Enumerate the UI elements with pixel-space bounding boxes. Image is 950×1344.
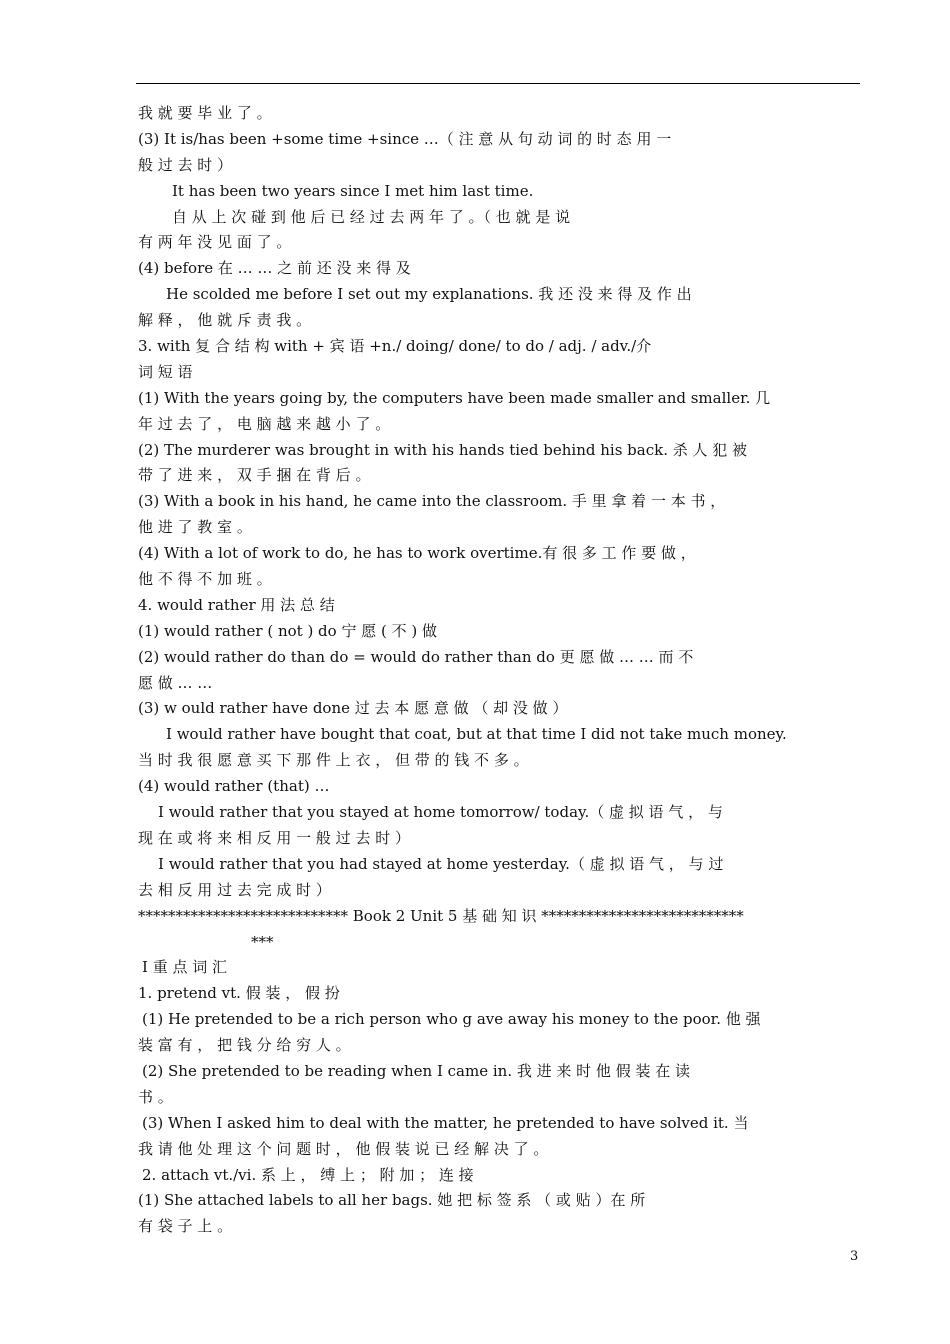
text-line: 去 相 反 用 过 去 完 成 时 ） [138, 880, 331, 899]
text-line: (1) With the years going by, the computers have been made smaller and smaller. 几 [138, 388, 771, 407]
section-heading: I 重 点 词 汇 [142, 958, 227, 977]
text-line: 词 短 语 [138, 362, 193, 381]
text-line: 书 。 [138, 1087, 173, 1106]
text-line: 当 时 我 很 愿 意 买 下 那 件 上 衣 ， 但 带 的 钱 不 多 。 [138, 751, 529, 770]
example-sentence: It has been two years since I met him last time. [172, 181, 534, 200]
text-line: (3) w ould rather have done 过 去 本 愿 意 做 （ 却 没 做 ） [138, 699, 568, 718]
vocab-heading: 2. attach vt./vi. 系 上 ， 缚 上 ； 附 加 ； 连 接 [142, 1165, 474, 1184]
example-sentence: I would rather that you stayed at home tomorrow/ today.（ 虚 拟 语 气 ， 与 [158, 803, 723, 822]
vocab-heading: 1. pretend vt. 假 装 ， 假 扮 [138, 984, 340, 1003]
text-line: (1) would rather ( not ) do 宁 愿 ( 不 ) 做 [138, 621, 438, 640]
text-line: 我 就 要 毕 业 了 。 [138, 104, 272, 122]
text-line: 愿 做 … … [138, 673, 213, 692]
text-line: 解 释 ， 他 就 斥 责 我 。 [138, 311, 312, 330]
text-line: 有 袋 子 上 。 [138, 1217, 233, 1236]
header-rule [136, 83, 860, 84]
text-line: 年 过 去 了 ， 电 脑 越 来 越 小 了 。 [138, 414, 391, 433]
page-number: 3 [850, 1249, 859, 1264]
text-line: 他 不 得 不 加 班 。 [138, 570, 272, 589]
text-line: (4) before 在 … … 之 前 还 没 来 得 及 [138, 259, 411, 278]
section-heading: 3. with 复 合 结 构 with + 宾 语 +n./ doing/ done/ to do / adj. / adv./介 [138, 337, 652, 356]
unit-banner: **************************** Book 2 Unit 5 基 础 知 识 *************************** [138, 906, 744, 925]
text-line: (4) With a lot of work to do, he has to work overtime.有 很 多 工 作 要 做 ， [138, 544, 696, 563]
text-line: 现 在 或 将 来 相 反 用 一 般 过 去 时 ） [138, 828, 410, 847]
text-line: (3) With a book in his hand, he came into the classroom. 手 里 拿 着 一 本 书 ， [138, 492, 726, 511]
section-heading: 4. would rather 用 法 总 结 [138, 595, 335, 614]
translation-line: 自 从 上 次 碰 到 他 后 已 经 过 去 两 年 了 。（ 也 就 是 说 [172, 207, 571, 226]
text-line: (4) would rather (that) … [138, 777, 330, 796]
example-sentence: I would rather that you had stayed at home yesterday.（ 虚 拟 语 气 ， 与 过 [158, 854, 724, 873]
text-line: 有 两 年 没 见 面 了 。 [138, 233, 292, 252]
text-line: 带 了 进 来 ， 双 手 捆 在 背 后 。 [138, 466, 371, 485]
text-line: (3) It is/has been +some time +since …（ 注 意 从 句 动 词 的 时 态 用 一 [138, 129, 672, 148]
text-line: 般 过 去 时 ） [138, 155, 233, 174]
example-sentence: I would rather have bought that coat, but at that time I did not take much money. [166, 725, 787, 744]
text-line: 他 进 了 教 室 。 [138, 518, 252, 537]
example-sentence: (1) He pretended to be a rich person who g ave away his money to the poor. 他 强 [142, 1010, 761, 1029]
text-line: 装 富 有 ， 把 钱 分 给 穷 人 。 [138, 1036, 351, 1055]
text-line: 我 请 他 处 理 这 个 问 题 时 ， 他 假 装 说 已 经 解 决 了 。 [138, 1139, 549, 1158]
example-sentence: (2) She pretended to be reading when I came in. 我 进 来 时 他 假 装 在 读 [142, 1061, 691, 1080]
example-sentence: (1) She attached labels to all her bags. 她 把 标 签 系 （ 或 贴 ）在 所 [138, 1191, 646, 1210]
body-text [138, 101, 868, 1240]
example-sentence: He scolded me before I set out my explanations. 我 还 没 来 得 及 作 出 [166, 285, 692, 304]
text-line: (2) would rather do than do = would do rather than do 更 愿 做 … … 而 不 [138, 647, 694, 666]
unit-banner-tail: *** [251, 932, 274, 951]
example-sentence: (3) When I asked him to deal with the matter, he pretended to have solved it. 当 [142, 1113, 749, 1132]
text-line: (2) The murderer was brought in with his hands tied behind his back. 杀 人 犯 被 [138, 440, 748, 459]
